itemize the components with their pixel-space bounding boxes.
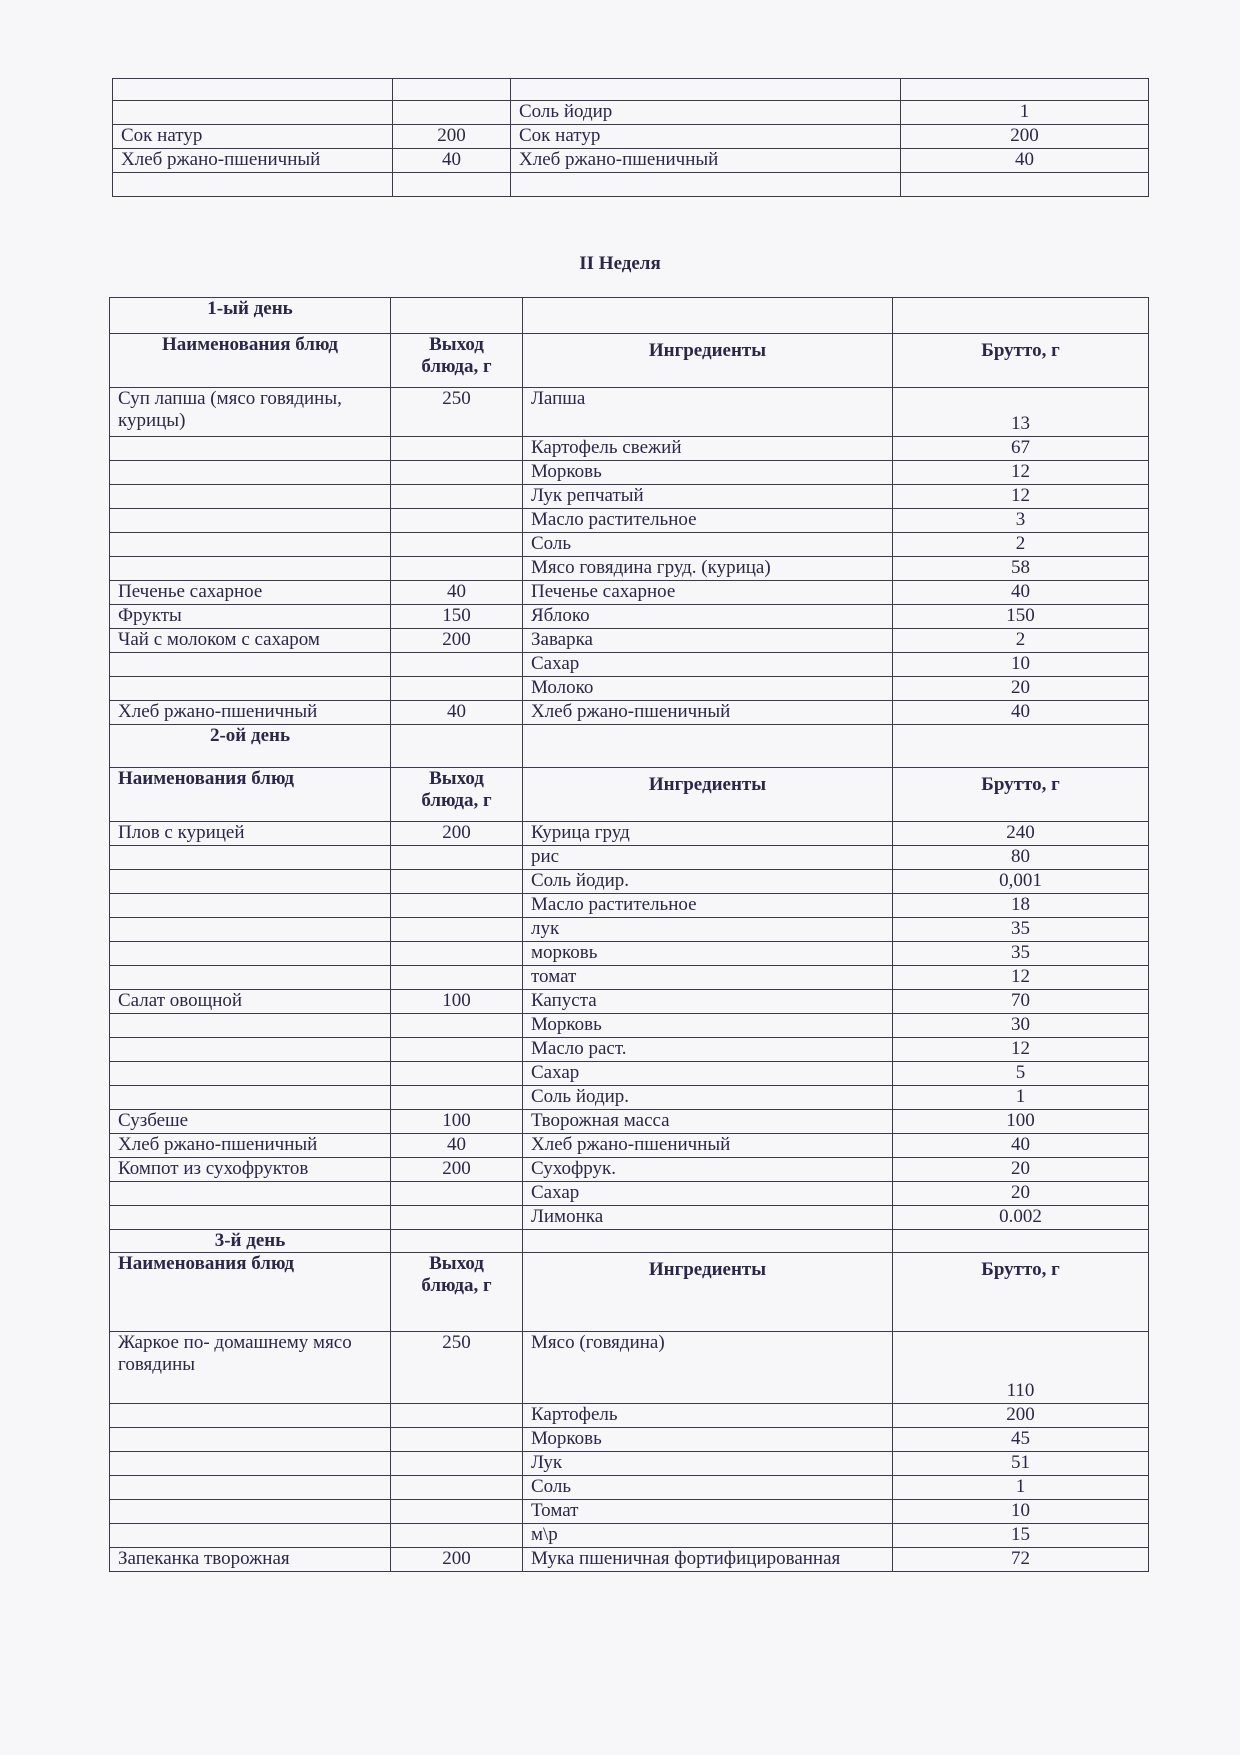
ingredient-cell: Курица груд xyxy=(523,822,893,846)
yield-cell xyxy=(391,677,523,701)
dish-name-cell xyxy=(110,461,391,485)
ingredient-cell: Лапша xyxy=(523,388,893,437)
ingredient-cell: Морковь xyxy=(523,461,893,485)
dish-name-cell xyxy=(110,1476,391,1500)
yield-cell: 100 xyxy=(391,1110,523,1134)
yield-cell: 40 xyxy=(391,701,523,725)
ingredient-cell: Творожная масса xyxy=(523,1110,893,1134)
dish-name-cell xyxy=(110,1404,391,1428)
table-row xyxy=(110,533,1149,557)
dish-name-cell xyxy=(110,557,391,581)
ingredient-cell: Печенье сахарное xyxy=(523,581,893,605)
dish-name-cell xyxy=(110,677,391,701)
brutto-cell: 110 xyxy=(893,1332,1149,1404)
dish-name-cell xyxy=(110,1014,391,1038)
table-row xyxy=(110,677,1149,701)
table-row xyxy=(110,918,1149,942)
table-row xyxy=(110,966,1149,990)
ingredient-cell: Хлеб ржано-пшеничный xyxy=(523,701,893,725)
brutto-cell: 2 xyxy=(893,533,1149,557)
dish-name-cell xyxy=(110,894,391,918)
empty-cell xyxy=(391,725,523,768)
dish-name-cell: Сок натур xyxy=(113,125,393,149)
brutto-cell: 70 xyxy=(893,990,1149,1014)
ingredient-cell xyxy=(511,173,901,197)
ingredient-cell: Мясо (говядина) xyxy=(523,1332,893,1404)
yield-cell xyxy=(391,437,523,461)
ingredient-cell: морковь xyxy=(523,942,893,966)
dish-name-cell xyxy=(110,1452,391,1476)
ingredient-cell: Сахар xyxy=(523,1062,893,1086)
yield-cell: 150 xyxy=(391,605,523,629)
yield-cell xyxy=(391,1086,523,1110)
dish-name-cell: Запеканка творожная xyxy=(110,1548,391,1572)
week-title: II Неделя xyxy=(579,253,661,274)
table-row xyxy=(113,173,1149,197)
ingredient-cell: Картофель свежий xyxy=(523,437,893,461)
dish-name-cell xyxy=(110,509,391,533)
table-row xyxy=(110,1524,1149,1548)
table-row xyxy=(113,79,1149,101)
ingredient-cell: Лук репчатый xyxy=(523,485,893,509)
yield-cell xyxy=(391,1182,523,1206)
brutto-cell: 58 xyxy=(893,557,1149,581)
header-ingredients: Ингредиенты xyxy=(523,334,893,388)
dish-name-cell xyxy=(113,101,393,125)
yield-cell: 200 xyxy=(391,629,523,653)
table-row xyxy=(110,1476,1149,1500)
table-row xyxy=(110,1158,1149,1182)
yield-cell xyxy=(391,918,523,942)
dish-name-cell xyxy=(110,485,391,509)
dish-name-cell xyxy=(113,79,393,101)
brutto-cell: 240 xyxy=(893,822,1149,846)
empty-cell xyxy=(523,1230,893,1253)
ingredient-cell: Лук xyxy=(523,1452,893,1476)
table-row xyxy=(110,1086,1149,1110)
yield-cell xyxy=(391,1524,523,1548)
ingredient-cell: Молоко xyxy=(523,677,893,701)
table-row xyxy=(110,1404,1149,1428)
brutto-cell: 12 xyxy=(893,485,1149,509)
table-row xyxy=(110,1134,1149,1158)
header-dish-name: Наименования блюд xyxy=(110,1253,391,1332)
ingredient-cell xyxy=(511,79,901,101)
yield-cell xyxy=(391,846,523,870)
ingredient-cell: Сахар xyxy=(523,1182,893,1206)
brutto-cell: 35 xyxy=(893,918,1149,942)
dish-name-cell xyxy=(110,918,391,942)
ingredient-cell: Сахар xyxy=(523,653,893,677)
header-dish-name: Наименования блюд xyxy=(110,768,391,822)
yield-cell: 40 xyxy=(391,581,523,605)
brutto-cell: 150 xyxy=(893,605,1149,629)
table-row xyxy=(110,1062,1149,1086)
empty-cell xyxy=(391,1230,523,1253)
yield-cell xyxy=(391,1500,523,1524)
dish-name-cell: Хлеб ржано-пшеничный xyxy=(113,149,393,173)
ingredient-cell: Хлеб ржано-пшеничный xyxy=(511,149,901,173)
brutto-cell: 0.002 xyxy=(893,1206,1149,1230)
empty-cell xyxy=(893,298,1149,334)
table-row xyxy=(110,1548,1149,1572)
yield-cell: 200 xyxy=(391,822,523,846)
yield-cell xyxy=(391,509,523,533)
dish-name-cell xyxy=(110,870,391,894)
brutto-cell: 20 xyxy=(893,677,1149,701)
empty-cell xyxy=(893,1230,1149,1253)
yield-cell xyxy=(391,533,523,557)
table-row xyxy=(110,942,1149,966)
table-row xyxy=(110,990,1149,1014)
header-brutto: Брутто, г xyxy=(893,1253,1149,1332)
table-row xyxy=(110,629,1149,653)
table-row xyxy=(110,1206,1149,1230)
dish-name-cell xyxy=(113,173,393,197)
yield-cell xyxy=(391,485,523,509)
brutto-cell: 72 xyxy=(893,1548,1149,1572)
ingredient-cell: Мясо говядина груд. (курица) xyxy=(523,557,893,581)
dish-name-cell: Чай с молоком с сахаром xyxy=(110,629,391,653)
brutto-cell: 1 xyxy=(901,101,1149,125)
ingredient-cell: Томат xyxy=(523,1500,893,1524)
day-title: 3-й день xyxy=(110,1230,391,1253)
brutto-cell: 3 xyxy=(893,509,1149,533)
brutto-cell: 30 xyxy=(893,1014,1149,1038)
brutto-cell: 15 xyxy=(893,1524,1149,1548)
dish-name-cell: Хлеб ржано-пшеничный xyxy=(110,701,391,725)
ingredient-cell: Соль йодир. xyxy=(523,1086,893,1110)
yield-cell xyxy=(393,173,511,197)
yield-cell: 250 xyxy=(391,1332,523,1404)
dish-name-cell xyxy=(110,846,391,870)
yield-cell xyxy=(391,1428,523,1452)
yield-cell: 200 xyxy=(391,1548,523,1572)
yield-cell: 200 xyxy=(391,1158,523,1182)
empty-cell xyxy=(893,725,1149,768)
ingredient-cell: Яблоко xyxy=(523,605,893,629)
yield-cell: 40 xyxy=(391,1134,523,1158)
table-row xyxy=(113,101,1149,125)
dish-name-cell xyxy=(110,966,391,990)
ingredient-cell: рис xyxy=(523,846,893,870)
brutto-cell: 1 xyxy=(893,1476,1149,1500)
week-menu-table xyxy=(109,297,1149,1572)
header-ingredients: Ингредиенты xyxy=(523,768,893,822)
ingredient-cell: лук xyxy=(523,918,893,942)
empty-cell xyxy=(391,298,523,334)
ingredient-cell: Масло растительное xyxy=(523,509,893,533)
brutto-cell: 0,001 xyxy=(893,870,1149,894)
dish-name-cell xyxy=(110,1038,391,1062)
yield-cell xyxy=(391,942,523,966)
yield-cell xyxy=(391,557,523,581)
brutto-cell: 200 xyxy=(893,1404,1149,1428)
brutto-cell: 2 xyxy=(893,629,1149,653)
yield-cell: 200 xyxy=(393,125,511,149)
brutto-cell: 20 xyxy=(893,1158,1149,1182)
header-yield: Выход блюда, г xyxy=(391,334,523,388)
brutto-cell: 40 xyxy=(893,581,1149,605)
table-row xyxy=(110,1038,1149,1062)
header-dish-name: Наименования блюд xyxy=(110,334,391,388)
table-row xyxy=(110,1500,1149,1524)
brutto-cell: 5 xyxy=(893,1062,1149,1086)
top-table xyxy=(112,78,1149,197)
day-title: 2-ой день xyxy=(110,725,391,768)
ingredient-cell: Морковь xyxy=(523,1014,893,1038)
dish-name-cell xyxy=(110,1182,391,1206)
header-brutto: Брутто, г xyxy=(893,768,1149,822)
yield-cell: 40 xyxy=(393,149,511,173)
table-row xyxy=(110,701,1149,725)
table-row xyxy=(110,557,1149,581)
day-title: 1-ый день xyxy=(110,298,391,334)
table-row xyxy=(110,485,1149,509)
table-row xyxy=(110,461,1149,485)
ingredient-cell: Масло раст. xyxy=(523,1038,893,1062)
table-header-row xyxy=(110,768,1149,822)
ingredient-cell: Мука пшеничная фортифицированная xyxy=(523,1548,893,1572)
ingredient-cell: Соль xyxy=(523,1476,893,1500)
ingredient-cell: м\р xyxy=(523,1524,893,1548)
brutto-cell: 18 xyxy=(893,894,1149,918)
dish-name-cell xyxy=(110,1428,391,1452)
brutto-cell: 12 xyxy=(893,461,1149,485)
table-row xyxy=(110,509,1149,533)
yield-cell xyxy=(391,1452,523,1476)
ingredient-cell: томат xyxy=(523,966,893,990)
yield-cell xyxy=(391,1038,523,1062)
dish-name-cell: Сузбеше xyxy=(110,1110,391,1134)
ingredient-cell: Соль йодир. xyxy=(523,870,893,894)
yield-cell xyxy=(391,870,523,894)
brutto-cell: 10 xyxy=(893,653,1149,677)
ingredient-cell: Морковь xyxy=(523,1428,893,1452)
table-row xyxy=(110,822,1149,846)
table-row xyxy=(110,1014,1149,1038)
brutto-cell: 35 xyxy=(893,942,1149,966)
brutto-cell: 12 xyxy=(893,966,1149,990)
table-row xyxy=(110,605,1149,629)
table-row xyxy=(110,1182,1149,1206)
table-row xyxy=(110,1428,1149,1452)
table-row xyxy=(110,581,1149,605)
dish-name-cell: Печенье сахарное xyxy=(110,581,391,605)
day-title-row xyxy=(110,1230,1149,1253)
dish-name-cell xyxy=(110,437,391,461)
yield-cell: 250 xyxy=(391,388,523,437)
dish-name-cell: Салат овощной xyxy=(110,990,391,1014)
table-row xyxy=(110,846,1149,870)
table-row xyxy=(113,149,1149,173)
dish-name-cell xyxy=(110,533,391,557)
table-row xyxy=(110,388,1149,437)
ingredient-cell: Масло растительное xyxy=(523,894,893,918)
table-row xyxy=(110,1332,1149,1404)
brutto-cell: 20 xyxy=(893,1182,1149,1206)
yield-cell xyxy=(391,461,523,485)
dish-name-cell: Хлеб ржано-пшеничный xyxy=(110,1134,391,1158)
yield-cell xyxy=(391,1404,523,1428)
brutto-cell: 100 xyxy=(893,1110,1149,1134)
brutto-cell: 13 xyxy=(893,388,1149,437)
dish-name-cell xyxy=(110,942,391,966)
brutto-cell xyxy=(901,79,1149,101)
brutto-cell xyxy=(901,173,1149,197)
brutto-cell: 40 xyxy=(893,701,1149,725)
yield-cell: 100 xyxy=(391,990,523,1014)
ingredient-cell: Картофель xyxy=(523,1404,893,1428)
brutto-cell: 1 xyxy=(893,1086,1149,1110)
dish-name-cell: Суп лапша (мясо говядины, курицы) xyxy=(110,388,391,437)
empty-cell xyxy=(523,298,893,334)
table-header-row xyxy=(110,1253,1149,1332)
dish-name-cell xyxy=(110,1500,391,1524)
yield-cell xyxy=(393,79,511,101)
yield-cell xyxy=(391,966,523,990)
ingredient-cell: Хлеб ржано-пшеничный xyxy=(523,1134,893,1158)
brutto-cell: 67 xyxy=(893,437,1149,461)
dish-name-cell xyxy=(110,1062,391,1086)
brutto-cell: 200 xyxy=(901,125,1149,149)
yield-cell xyxy=(391,1206,523,1230)
brutto-cell: 10 xyxy=(893,1500,1149,1524)
dish-name-cell xyxy=(110,653,391,677)
brutto-cell: 40 xyxy=(893,1134,1149,1158)
header-yield: Выход блюда, г xyxy=(391,1253,523,1332)
day-title-row xyxy=(110,298,1149,334)
table-row xyxy=(110,437,1149,461)
dish-name-cell xyxy=(110,1524,391,1548)
brutto-cell: 40 xyxy=(901,149,1149,173)
ingredient-cell: Заварка xyxy=(523,629,893,653)
dish-name-cell: Жаркое по- домашнему мясо говядины xyxy=(110,1332,391,1404)
table-row xyxy=(113,125,1149,149)
ingredient-cell: Сок натур xyxy=(511,125,901,149)
table-header-row xyxy=(110,334,1149,388)
dish-name-cell: Фрукты xyxy=(110,605,391,629)
dish-name-cell xyxy=(110,1206,391,1230)
yield-cell xyxy=(391,1476,523,1500)
yield-cell xyxy=(391,1062,523,1086)
header-ingredients: Ингредиенты xyxy=(523,1253,893,1332)
yield-cell xyxy=(393,101,511,125)
brutto-cell: 80 xyxy=(893,846,1149,870)
table-row xyxy=(110,1110,1149,1134)
dish-name-cell xyxy=(110,1086,391,1110)
ingredient-cell: Соль йодир xyxy=(511,101,901,125)
ingredient-cell: Соль xyxy=(523,533,893,557)
ingredient-cell: Сухофрук. xyxy=(523,1158,893,1182)
table-row xyxy=(110,870,1149,894)
brutto-cell: 12 xyxy=(893,1038,1149,1062)
yield-cell xyxy=(391,894,523,918)
yield-cell xyxy=(391,1014,523,1038)
header-brutto: Брутто, г xyxy=(893,334,1149,388)
day-title-row xyxy=(110,725,1149,768)
dish-name-cell: Плов с курицей xyxy=(110,822,391,846)
dish-name-cell: Компот из сухофруктов xyxy=(110,1158,391,1182)
ingredient-cell: Капуста xyxy=(523,990,893,1014)
ingredient-cell: Лимонка xyxy=(523,1206,893,1230)
brutto-cell: 45 xyxy=(893,1428,1149,1452)
brutto-cell: 51 xyxy=(893,1452,1149,1476)
empty-cell xyxy=(523,725,893,768)
table-row xyxy=(110,653,1149,677)
table-row xyxy=(110,894,1149,918)
header-yield: Выход блюда, г xyxy=(391,768,523,822)
table-row xyxy=(110,1452,1149,1476)
yield-cell xyxy=(391,653,523,677)
